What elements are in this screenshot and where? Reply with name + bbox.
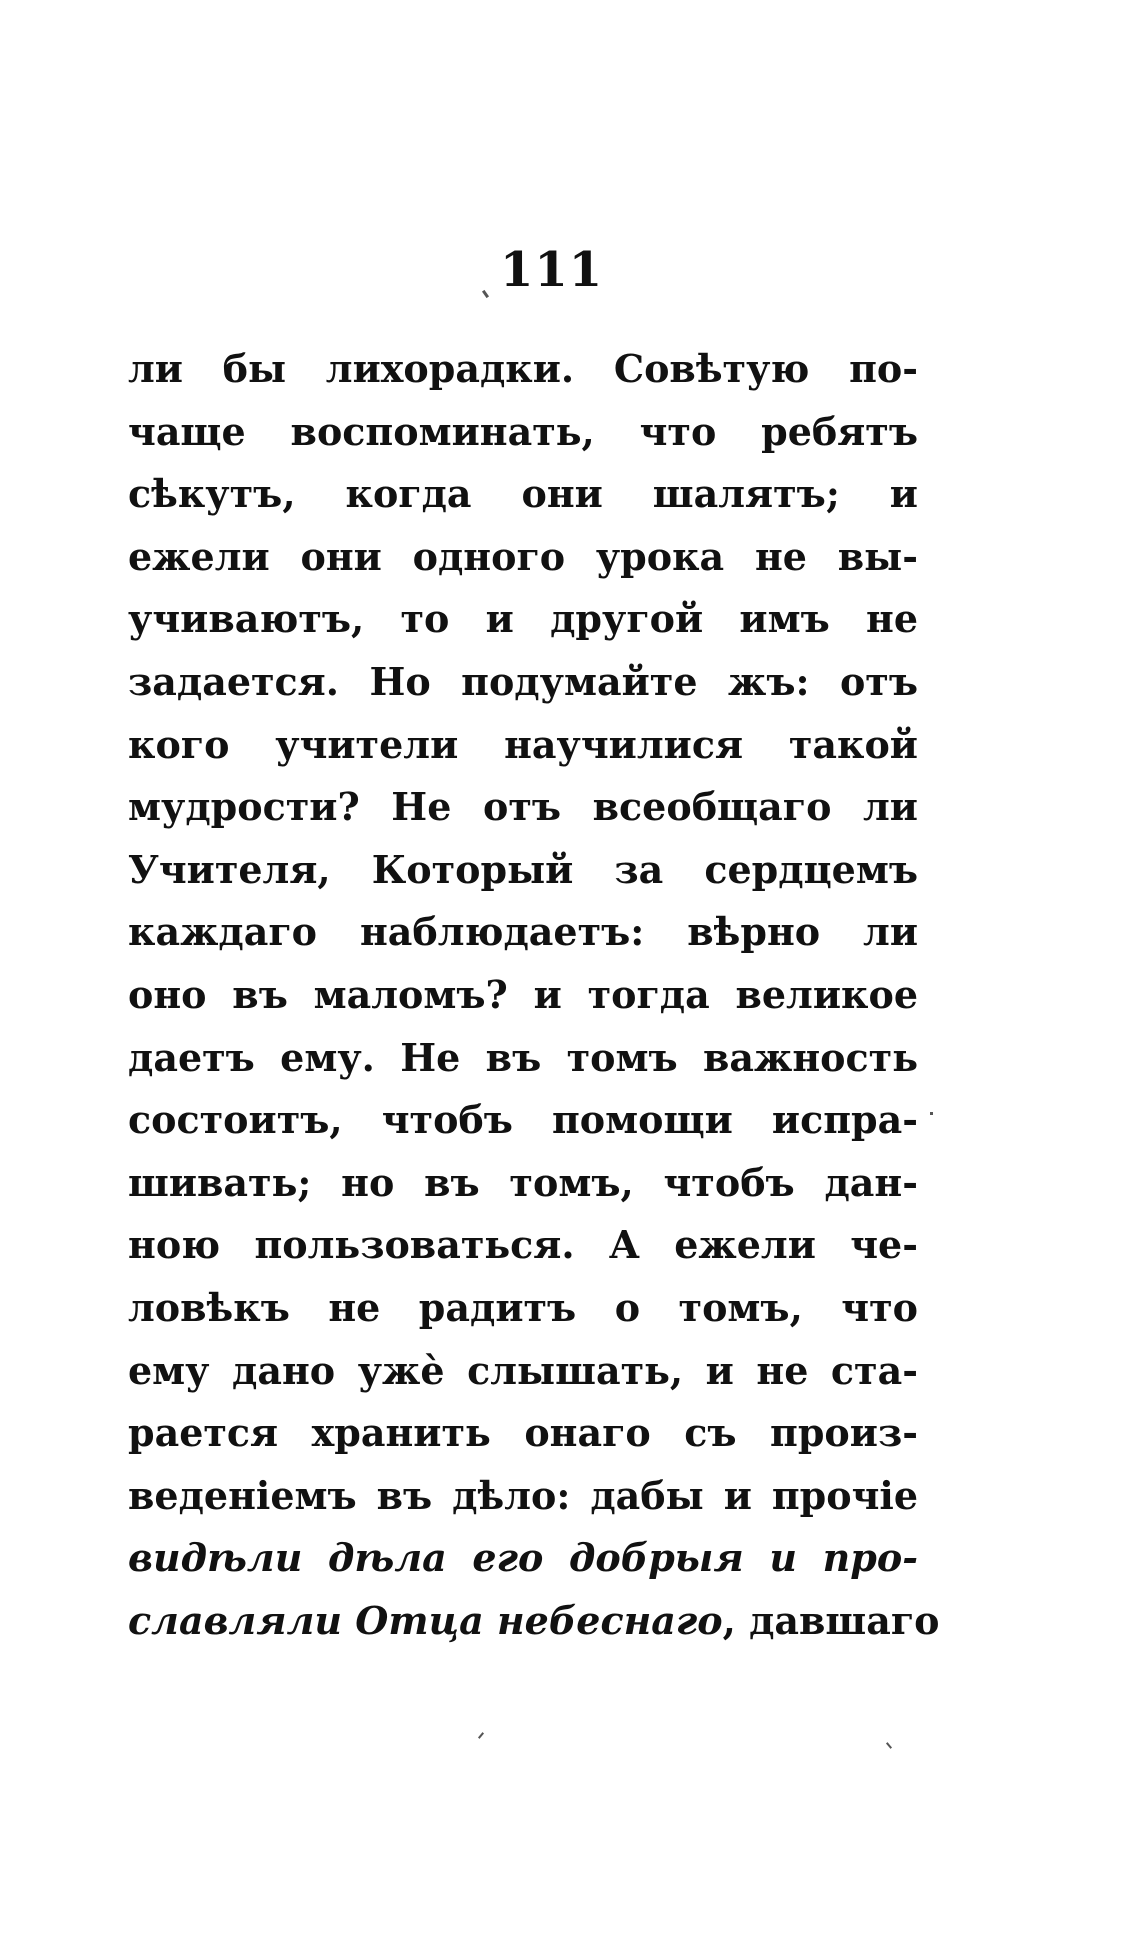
text-span: даетъ ему. Не въ томъ важность xyxy=(128,1034,918,1080)
text-span: состоитъ, чтобъ помощи испра- xyxy=(128,1097,918,1143)
scan-speck xyxy=(478,1732,484,1739)
text-line xyxy=(128,1152,918,1215)
text-span: чаще воспоминать, что ребятъ xyxy=(128,408,918,454)
text-line xyxy=(128,839,918,902)
text-line xyxy=(128,1465,918,1528)
text-span: ему дано ужѐ слышать, и не ста- xyxy=(128,1347,918,1393)
text-line xyxy=(128,588,918,651)
italic-text-span: славляли Отца небеснаго xyxy=(128,1597,723,1643)
text-line xyxy=(128,1089,918,1152)
text-line xyxy=(128,1214,918,1277)
text-span: кого учители научилися такой xyxy=(128,721,918,767)
text-line xyxy=(128,964,918,1027)
text-line xyxy=(128,1277,918,1340)
text-line xyxy=(128,338,918,401)
text-span: учиваютъ, то и другой имъ не xyxy=(128,596,918,642)
scan-speck xyxy=(482,290,489,298)
text-line xyxy=(128,1590,940,1653)
text-line xyxy=(128,401,918,464)
text-line xyxy=(128,1027,918,1090)
page-number: 111 xyxy=(500,242,604,298)
text-line xyxy=(128,1527,918,1590)
text-span: рается хранить онаго съ произ- xyxy=(128,1410,918,1456)
text-span: веденіемъ въ дѣло: дабы и прочіе xyxy=(128,1472,918,1518)
text-span: мудрости? Не отъ всеобщаго ли xyxy=(128,784,918,830)
text-span: сѣкутъ, когда они шалятъ; и xyxy=(128,471,918,517)
text-line xyxy=(128,901,918,964)
text-line xyxy=(128,1340,918,1403)
italic-text-span: видѣли дѣла его добрыя и про- xyxy=(128,1535,918,1581)
scan-speck xyxy=(930,1112,933,1115)
scan-speck xyxy=(886,1742,892,1749)
text-line xyxy=(128,714,918,777)
text-line xyxy=(128,1402,918,1465)
text-span: каждаго наблюдаетъ: вѣрно ли xyxy=(128,909,918,955)
body-text xyxy=(128,338,940,1652)
text-span: ежели они одного урока не вы- xyxy=(128,533,918,579)
text-line xyxy=(128,463,918,526)
text-span: , давшаго xyxy=(722,1597,940,1643)
text-line xyxy=(128,651,918,714)
text-span: задается. Но подумайте жъ: отъ xyxy=(128,658,918,704)
text-span: ною пользоваться. А ежели че- xyxy=(128,1222,918,1268)
text-span: ловѣкъ не радитъ о томъ, что xyxy=(128,1284,918,1330)
text-span: ли бы лихорадки. Совѣтую по- xyxy=(128,346,918,391)
text-span: оно въ маломъ? и тогда великое xyxy=(128,971,918,1017)
text-line xyxy=(128,526,918,589)
text-span: шивать; но въ томъ, чтобъ дан- xyxy=(128,1159,918,1205)
text-line xyxy=(128,776,918,839)
text-span: Учителя, Который за сердцемъ xyxy=(128,846,918,892)
